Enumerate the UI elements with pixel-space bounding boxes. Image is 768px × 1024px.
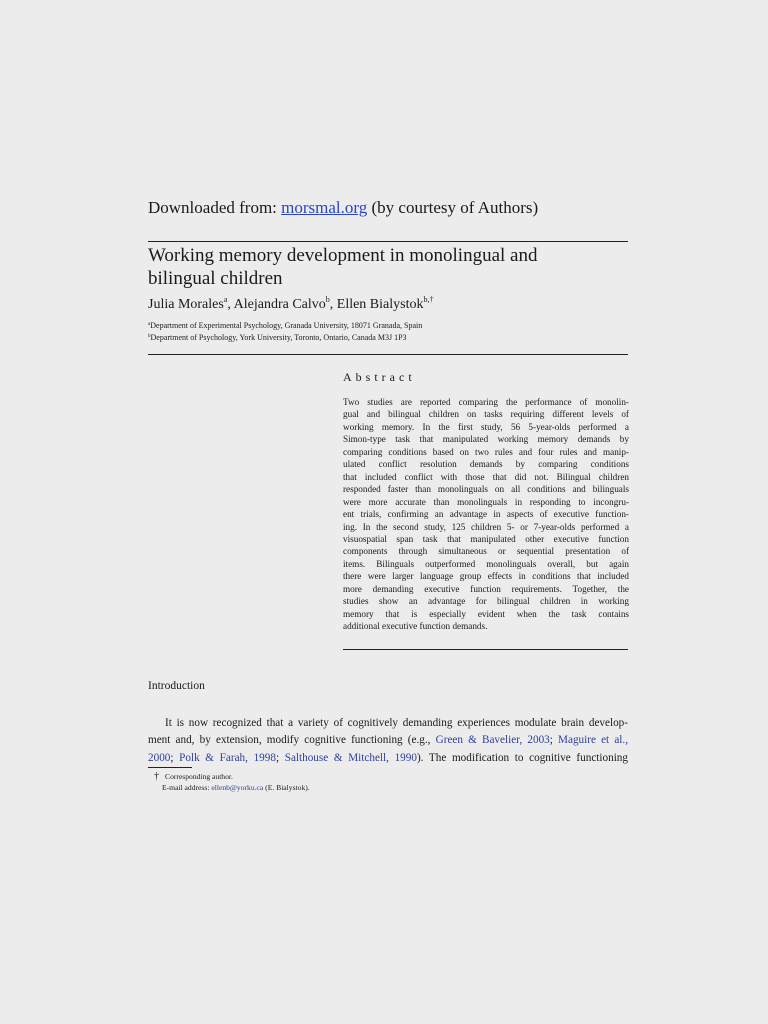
intro-text: ; — [275, 751, 285, 764]
abstract-line: gual and bilingual children on tasks requiring different levels of — [343, 409, 629, 420]
abstract-line: that included conflict with those that did not. Bilingual children — [343, 471, 629, 482]
author-affiliation-mark: b — [325, 295, 330, 304]
intro-line — [148, 715, 628, 732]
abstract-line: working memory. In the first study, 56 5-year-olds performed a — [343, 421, 629, 432]
intro-text: ; — [549, 734, 559, 747]
abstract-line: ing. In the second study, 125 children 5- or 7-year-olds performed a — [343, 521, 629, 532]
abstract-line: Two studies are reported comparing the performance of monolin- — [343, 397, 629, 407]
download-notice — [148, 198, 538, 218]
intro-text: ment and, by extension, modify cognitive functioning (e.g., — [148, 734, 436, 747]
download-prefix: Downloaded from: — [148, 198, 282, 217]
citation-link[interactable]: 2000 — [148, 751, 171, 764]
author-list: Julia Morales$^a$, Alejandra Calvo$^b$, Ellen Bialystok$^{b,\dagger}$ — [148, 295, 434, 312]
footnote-text: Corresponding author. — [165, 772, 233, 781]
affiliation-mark: a — [148, 322, 151, 327]
abstract-line: more demanding executive function requirements. Together, the — [343, 583, 629, 594]
citation-link[interactable]: Green & Bavelier, 2003 — [435, 734, 550, 747]
author-name: Julia Morales — [148, 297, 224, 312]
affiliation — [148, 321, 422, 330]
abstract-line: there were larger language group effects in conditions that included — [343, 571, 629, 582]
paper-title — [148, 244, 618, 290]
citation-link[interactable]: Maguire et al., — [558, 734, 628, 747]
abstract-line: memory that is especially evident when the task contains — [343, 608, 629, 619]
abstract-line: items. Bilinguals outperformed monolinguals overall, but again — [343, 558, 629, 569]
abstract-line: studies show an advantage for bilingual children in working — [343, 596, 629, 607]
affiliation-text: Department of Psychology, York University, Toronto, Ontario, Canada M3J 1P3 — [150, 333, 407, 342]
abstract-line: Simon-type task that manipulated working memory demands by — [343, 434, 629, 445]
dagger-icon: † — [154, 771, 159, 782]
intro-text: It is now recognized that a variety of cognitively demanding experiences modulate brain develop- — [165, 717, 628, 729]
morsmal-link[interactable]: morsmal.org — [281, 198, 368, 217]
paper-title-line-2: bilingual children — [148, 268, 283, 289]
author-affiliation-mark: a — [223, 295, 228, 304]
introduction-body — [148, 715, 628, 767]
footnote-rule — [148, 767, 192, 768]
title-top-rule — [148, 241, 628, 242]
abstract-line: components through simultaneous or sequential presentation of — [343, 546, 629, 557]
email-suffix: (E. Bialystok). — [263, 783, 310, 792]
author-name: Ellen Bialystok — [336, 297, 424, 312]
header-bottom-rule — [148, 354, 628, 355]
affiliation-text: Department of Experimental Psychology, Granada University, 18071 Granada, Spain — [150, 321, 423, 330]
abstract-line: ent trials, confirming an advantage in aspects of executive function- — [343, 509, 629, 520]
abstract-line: additional executive function demands. — [343, 621, 488, 632]
intro-text: ). The modification to cognitive functioning — [416, 751, 628, 764]
email-label: E-mail address: — [162, 783, 212, 792]
abstract-line: responded faster than monolinguals on all conditions and bilinguals — [343, 484, 629, 495]
abstract-line: were more accurate than monolinguals in responding to incongru- — [343, 496, 629, 507]
abstract-line: visuospatial span task that manipulated other executive function — [343, 533, 629, 544]
email-link[interactable]: ellenb@yorku.ca — [211, 783, 264, 792]
abstract-heading: Abstract — [343, 370, 416, 384]
introduction-heading: Introduction — [148, 680, 205, 692]
affiliation-mark: b — [148, 334, 151, 339]
abstract-body — [343, 396, 629, 633]
abstract-bottom-rule — [343, 649, 628, 650]
paper-title-line-1: Working memory development in monolingual and — [148, 245, 538, 266]
intro-text: ; — [170, 751, 180, 764]
author-affiliation-mark: b,† — [423, 295, 434, 304]
intro-line — [148, 732, 628, 749]
author-name: Alejandra Calvo — [233, 297, 326, 312]
affiliation — [148, 333, 407, 342]
intro-line — [148, 750, 628, 767]
footnote-corresponding — [154, 771, 233, 782]
abstract-line: comparing conditions based on two rules and four rules and manip- — [343, 446, 629, 457]
abstract-line: ulated conflict resolution demands by comparing conditions — [343, 459, 629, 470]
download-suffix: (by courtesy of Authors) — [367, 198, 539, 217]
citation-link[interactable]: Salthouse & Mitchell, 1990 — [284, 751, 417, 764]
citation-link[interactable]: Polk & Farah, 1998 — [179, 751, 276, 764]
footnote-email — [162, 783, 310, 792]
